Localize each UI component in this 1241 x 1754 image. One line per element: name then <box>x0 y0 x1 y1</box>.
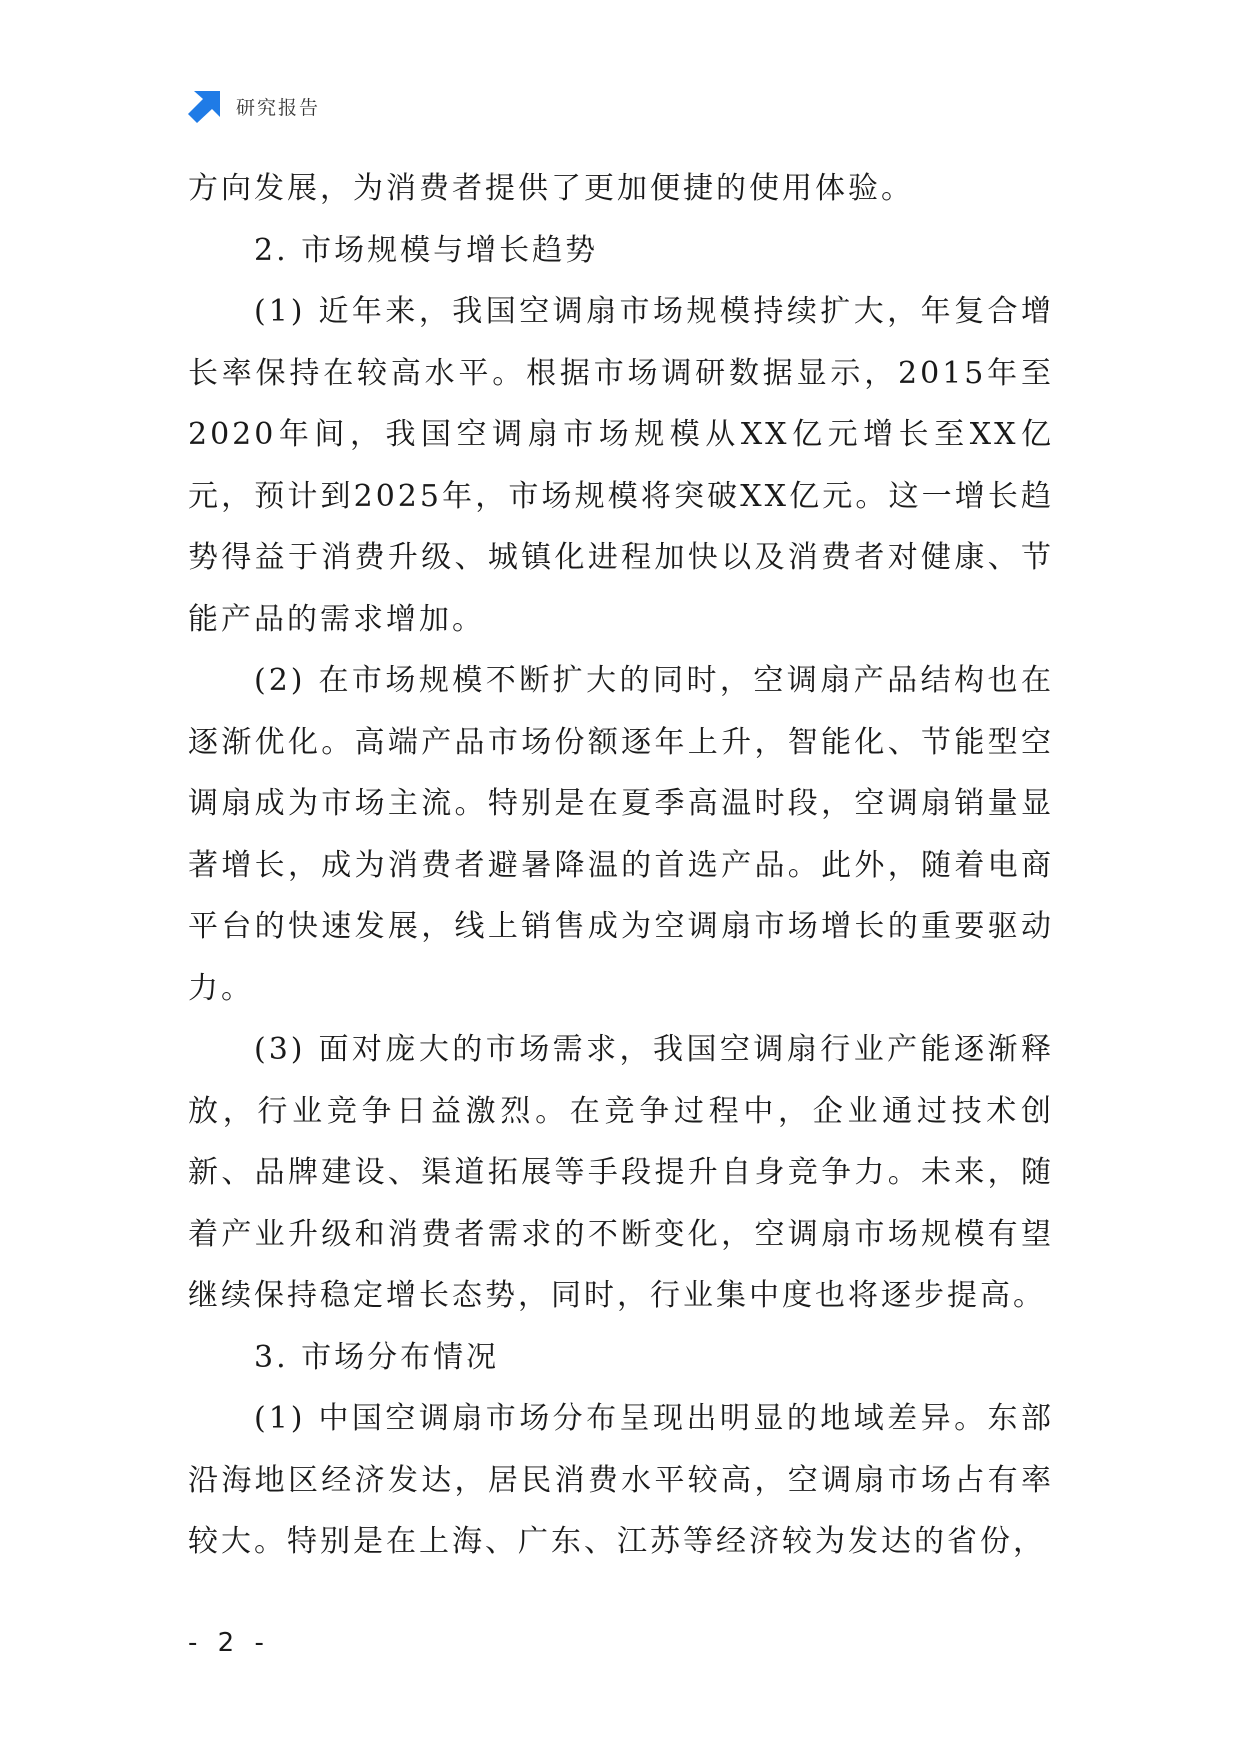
paragraph-market-distribution-1: (1) 中国空调扇市场分布呈现出明显的地域差异。东部沿海地区经济发达，居民消费水平较高，空调扇市场占有率较大。特别是在上海、广东、江苏等经济较为发达的省份， <box>188 1401 1054 1559</box>
section-heading-market-size: 2. 市场规模与增长趋势 <box>254 232 599 268</box>
paragraph-market-size-1: (1) 近年来，我国空调扇市场规模持续扩大，年复合增长率保持在较高水平。根据市场调研数据显示，2015年至2020年间，我国空调扇市场规模从XX亿元增长至XX亿元，预计到2025年，市场规模将突破XX亿元。这一增长趋势得益于消费升级、城镇化进程加快以及消费者对健康、节能产品的需求增加。 <box>188 294 1054 637</box>
arrow-up-right-icon <box>188 89 222 123</box>
document-body <box>188 158 1054 1573</box>
page-header <box>188 88 320 124</box>
paragraph-continuation: 方向发展，为消费者提供了更加便捷的使用体验。 <box>188 171 914 206</box>
page-number: - 2 - <box>188 1628 270 1658</box>
paragraph-market-size-3: (3) 面对庞大的市场需求，我国空调扇行业产能逐渐释放，行业竞争日益激烈。在竞争过程中，企业通过技术创新、品牌建设、渠道拓展等手段提升自身竞争力。未来，随着产业升级和消费者需求的不断变化，空调扇市场规模有望继续保持稳定增长态势，同时，行业集中度也将逐步提高。 <box>188 1032 1054 1313</box>
paragraph-market-size-2: (2) 在市场规模不断扩大的同时，空调扇产品结构也在逐渐优化。高端产品市场份额逐年上升，智能化、节能型空调扇成为市场主流。特别是在夏季高温时段，空调扇销量显著增长，成为消费者避暑降温的首选产品。此外，随着电商平台的快速发展，线上销售成为空调扇市场增长的重要驱动力。 <box>188 663 1054 1006</box>
section-heading-market-distribution: 3. 市场分布情况 <box>254 1339 500 1375</box>
header-label: 研究报告 <box>236 96 321 119</box>
